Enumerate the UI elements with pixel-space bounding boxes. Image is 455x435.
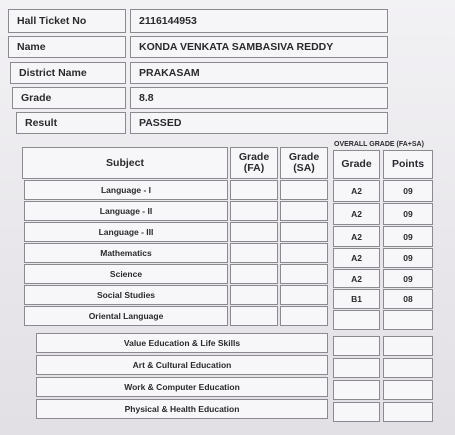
overall-grade-cell: A2 [333, 226, 380, 247]
overall-grade-header: Grade [333, 150, 380, 179]
co-curricular-grade [333, 380, 380, 400]
co-curricular-grade [333, 358, 380, 378]
grade-label: Grade [12, 87, 126, 109]
co-curricular-subject: Work & Computer Education [36, 377, 328, 397]
result-value: PASSED [130, 112, 388, 134]
fa-header: Grade (FA) [230, 147, 278, 179]
fa-grade-cell [230, 201, 278, 221]
sa-grade-cell [280, 243, 328, 263]
subject-name: Science [24, 264, 228, 284]
subject-name: Oriental Language [24, 306, 228, 326]
sa-grade-cell [280, 285, 328, 305]
points-header: Points [383, 150, 433, 179]
co-curricular-points [383, 358, 433, 378]
name-value: KONDA VENKATA SAMBASIVA REDDY [130, 36, 388, 58]
subject-name: Language - II [24, 201, 228, 221]
subject-name: Language - I [24, 180, 228, 200]
co-curricular-subject: Art & Cultural Education [36, 355, 328, 375]
sa-header: Grade (SA) [280, 147, 328, 179]
fa-grade-cell [230, 243, 278, 263]
overall-grade-cell: A2 [333, 248, 380, 268]
co-curricular-subject: Value Education & Life Skills [36, 333, 328, 353]
overall-grade-cell: A2 [333, 269, 380, 288]
subject-name: Social Studies [24, 285, 228, 305]
subject-name: Mathematics [24, 243, 228, 263]
result-label: Result [16, 112, 126, 134]
overall-grade-caption: OVERALL GRADE (FA+SA) [334, 141, 424, 148]
points-cell: 09 [383, 180, 433, 202]
sa-grade-cell [280, 306, 328, 326]
points-cell: 09 [383, 248, 433, 268]
co-curricular-points [383, 402, 433, 422]
co-curricular-points [383, 336, 433, 356]
points-cell: 09 [383, 269, 433, 288]
overall-grade-cell: A2 [333, 203, 380, 225]
subject-header: Subject [22, 147, 228, 179]
overall-grade-cell: B1 [333, 289, 380, 309]
points-cell: 09 [383, 203, 433, 225]
district-value: PRAKASAM [130, 62, 388, 84]
overall-grade-cell [333, 310, 380, 330]
fa-grade-cell [230, 222, 278, 242]
sa-grade-cell [280, 264, 328, 284]
hall-ticket-value: 2116144953 [130, 9, 388, 33]
name-label: Name [8, 36, 126, 58]
co-curricular-subject: Physical & Health Education [36, 399, 328, 419]
co-curricular-grade [333, 402, 380, 422]
co-curricular-points [383, 380, 433, 400]
points-cell: 08 [383, 289, 433, 309]
grade-value: 8.8 [130, 87, 388, 109]
fa-grade-cell [230, 180, 278, 200]
sa-grade-cell [280, 201, 328, 221]
fa-grade-cell [230, 285, 278, 305]
points-cell: 09 [383, 226, 433, 247]
overall-grade-cell: A2 [333, 180, 380, 202]
points-cell [383, 310, 433, 330]
co-curricular-grade [333, 336, 380, 356]
district-label: District Name [10, 62, 126, 84]
sa-grade-cell [280, 180, 328, 200]
fa-grade-cell [230, 306, 278, 326]
fa-grade-cell [230, 264, 278, 284]
sa-grade-cell [280, 222, 328, 242]
subject-name: Language - III [24, 222, 228, 242]
hall-ticket-label: Hall Ticket No [8, 9, 126, 33]
